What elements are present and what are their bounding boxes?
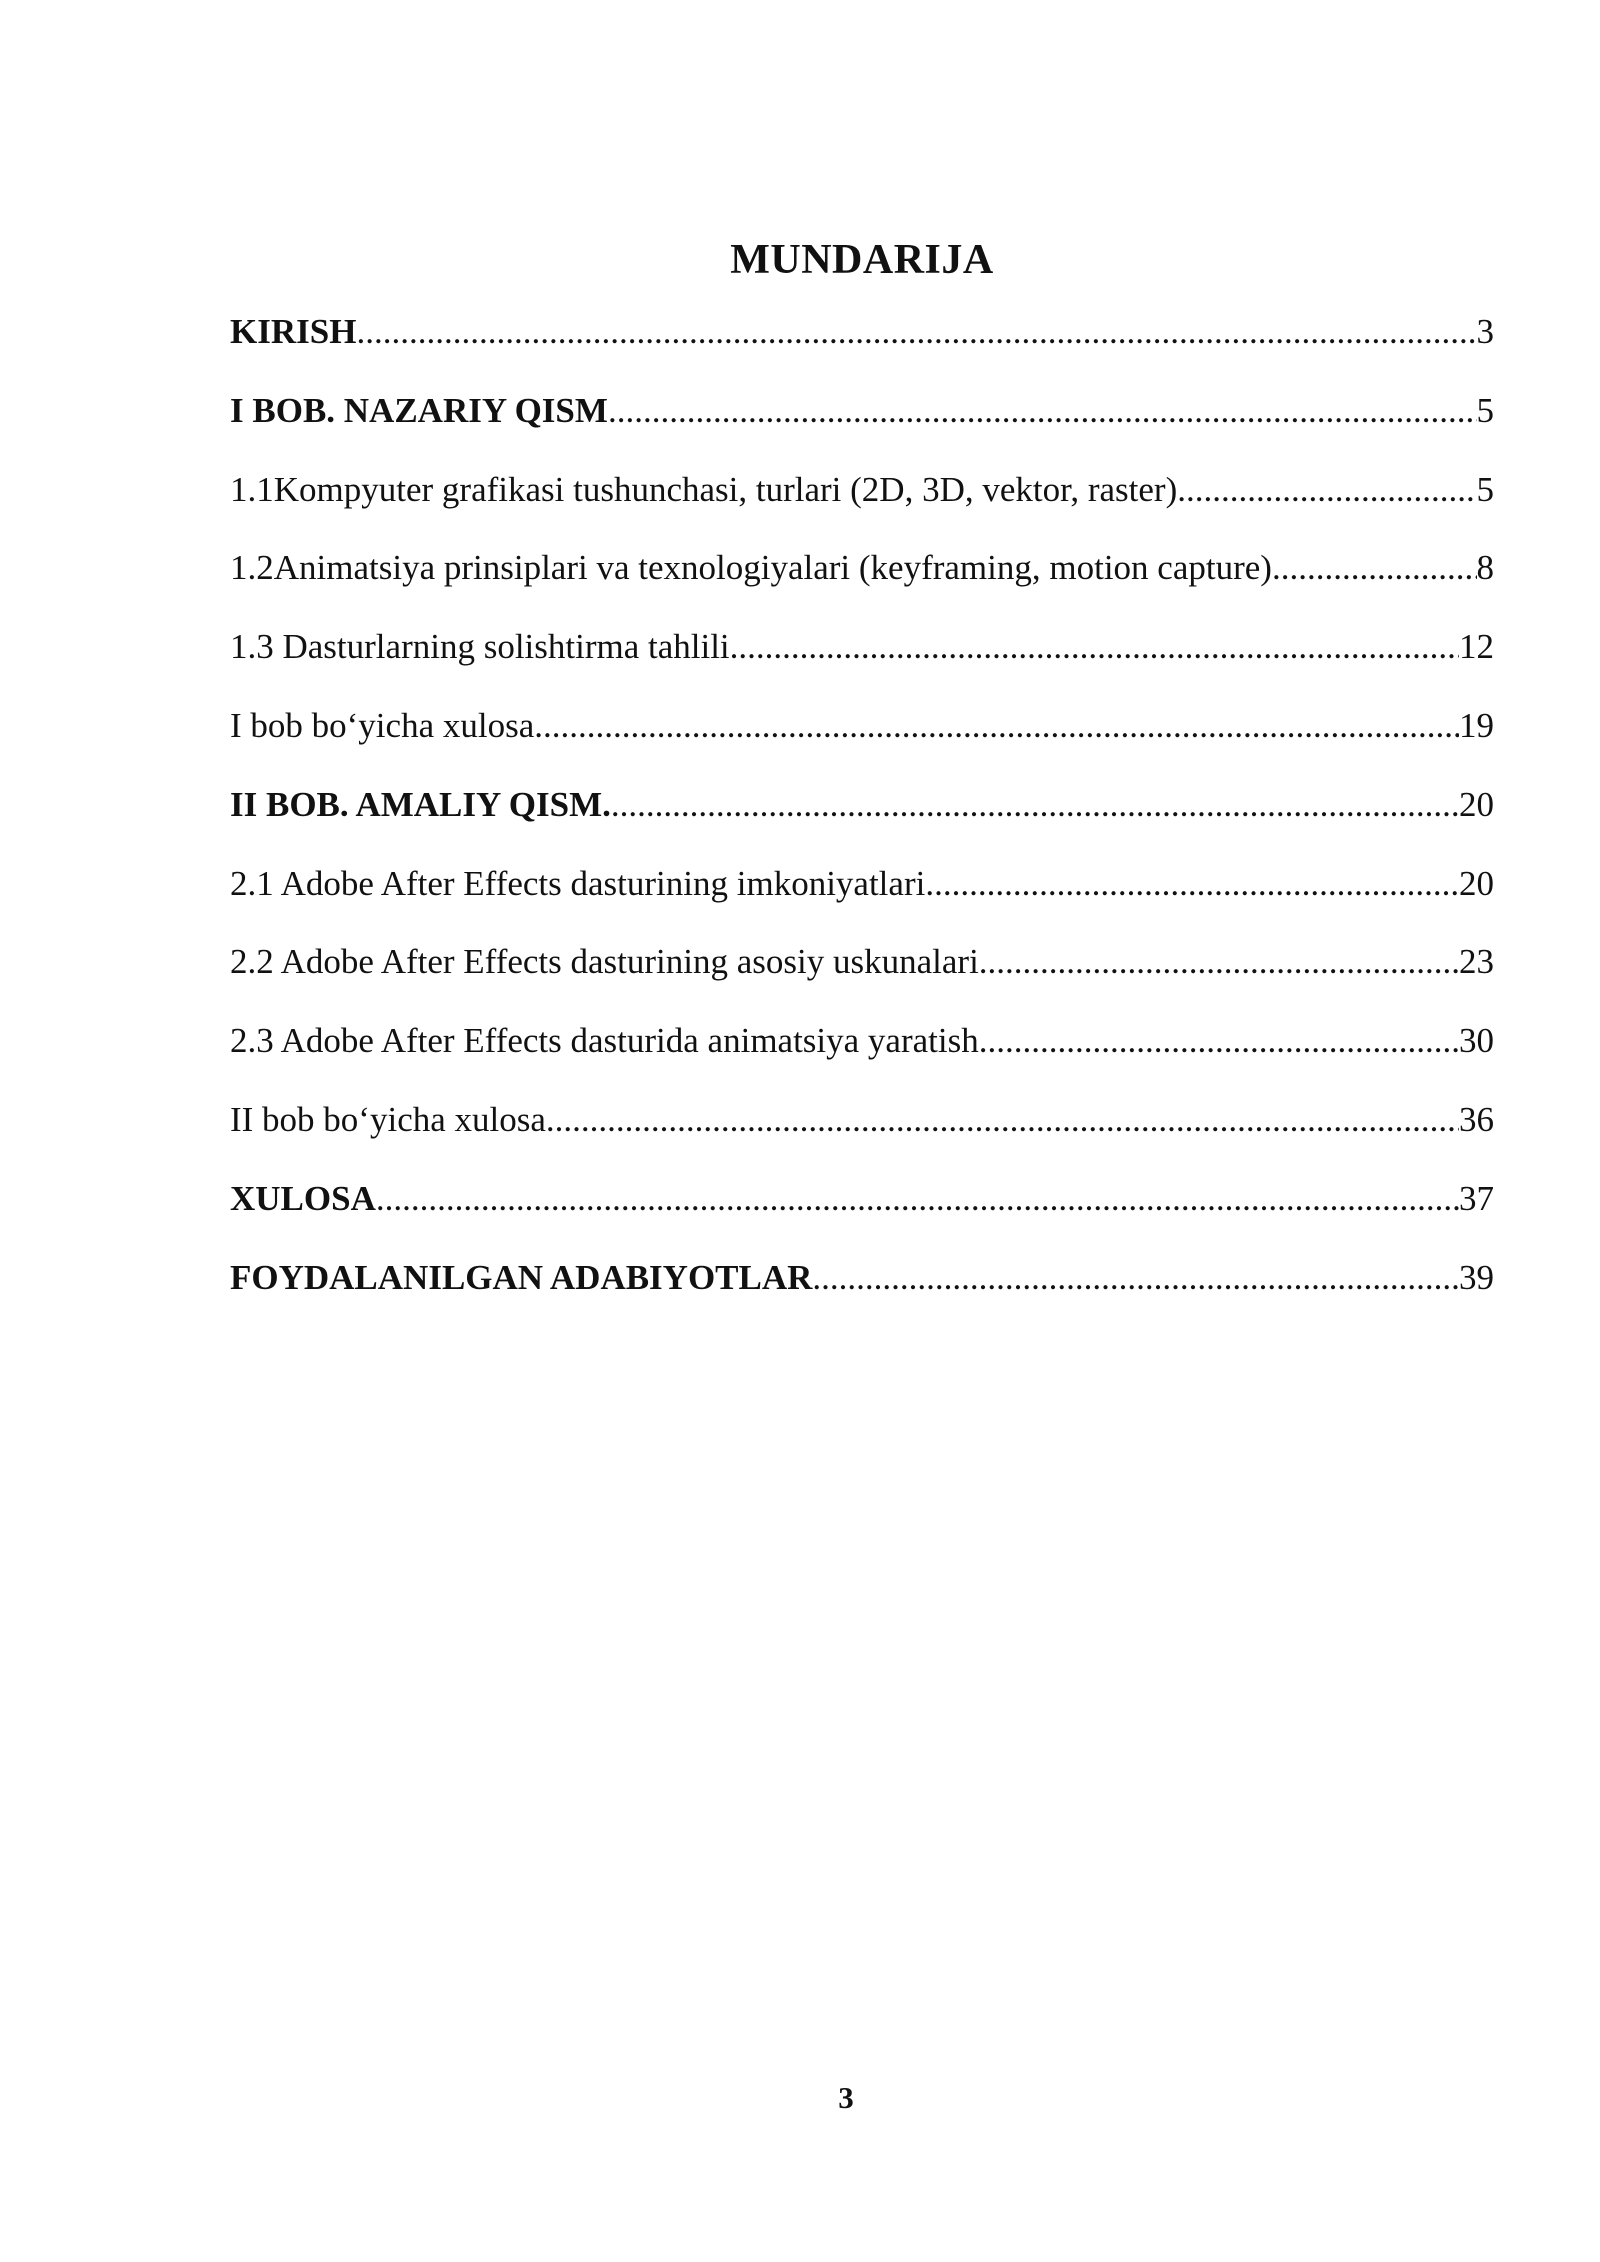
toc-entry-page: 36 (1459, 1099, 1494, 1139)
toc-entry-label: 1.1Kompyuter grafikasi tushunchasi, turlari (2D, 3D, vektor, raster) (230, 469, 1178, 509)
toc-entry-section-1-1[interactable] (230, 458, 1494, 537)
toc-entry-section-1-3[interactable] (230, 615, 1494, 694)
toc-entry-label: KIRISH (230, 312, 357, 351)
toc-entry-chapter-2-conclusion[interactable] (230, 1088, 1494, 1167)
toc-dot-leader (1272, 536, 1477, 600)
toc-dot-leader (611, 773, 1459, 837)
toc-entry-page: 39 (1459, 1257, 1494, 1297)
toc-entry-page: 20 (1459, 784, 1494, 824)
toc-entry-section-1-2[interactable] (230, 536, 1494, 615)
toc-entry-page: 37 (1459, 1178, 1494, 1218)
toc-entry-chapter-1[interactable] (230, 379, 1494, 458)
toc-dot-leader (979, 930, 1459, 994)
toc-entry-chapter-1-conclusion[interactable] (230, 694, 1494, 773)
toc-dot-leader (534, 694, 1459, 758)
toc-entry-page: 23 (1459, 942, 1494, 982)
toc-entry-section-2-2[interactable] (230, 930, 1494, 1009)
toc-entry-page: 19 (1459, 705, 1494, 745)
toc-entry-label: II bob bo‘yicha xulosa (230, 1099, 546, 1139)
toc-entry-page: 12 (1459, 627, 1494, 667)
toc-entry-label: I bob bo‘yicha xulosa (230, 705, 535, 745)
toc-entry-page: 30 (1459, 1021, 1494, 1061)
toc-entry-kirish[interactable] (230, 300, 1494, 379)
toc-entry-label: II BOB. AMALIY QISM. (230, 784, 611, 824)
toc-dot-leader (1177, 458, 1476, 522)
toc-entry-section-2-1[interactable] (230, 852, 1494, 931)
toc-entry-label: I BOB. NAZARIY QISM (230, 390, 608, 430)
toc-entry-section-2-3[interactable] (230, 1009, 1494, 1088)
toc-entry-label: XULOSA (230, 1178, 376, 1218)
toc-dot-leader (376, 1167, 1459, 1231)
toc-entry-page: 8 (1476, 548, 1494, 588)
toc-entry-xulosa[interactable] (230, 1167, 1494, 1246)
toc-entry-label: 1.2Animatsiya prinsiplari va texnologiyalari (keyframing, motion capture) (230, 548, 1272, 588)
toc-entry-references[interactable] (230, 1246, 1494, 1325)
toc-dot-leader (546, 1088, 1459, 1152)
toc-dot-leader (812, 1246, 1459, 1310)
toc-entry-page: 5 (1476, 390, 1494, 430)
toc-dot-leader (730, 615, 1459, 679)
toc-entry-label: 1.3 Dasturlarning solishtirma tahlili (230, 627, 730, 667)
toc-entry-chapter-2[interactable] (230, 773, 1494, 852)
toc-dot-leader (979, 1009, 1459, 1073)
page-number: 3 (838, 2080, 854, 2115)
toc-dot-leader (925, 852, 1459, 916)
page-title: MUNDARIJA (730, 237, 994, 283)
toc-entry-label: 2.2 Adobe After Effects dasturining asosiy uskunalari (230, 942, 979, 982)
toc-entry-page: 5 (1476, 469, 1494, 509)
toc-dot-leader (608, 379, 1477, 443)
toc-entry-page: 3 (1476, 312, 1494, 351)
toc-entry-page: 20 (1459, 863, 1494, 903)
toc-dot-leader (356, 300, 1476, 364)
table-of-contents (230, 300, 1494, 1324)
toc-entry-label: 2.3 Adobe After Effects dasturida animatsiya yaratish (230, 1021, 979, 1061)
toc-entry-label: FOYDALANILGAN ADABIYOTLAR (230, 1257, 813, 1297)
toc-entry-label: 2.1 Adobe After Effects dasturining imkoniyatlari (230, 863, 926, 903)
